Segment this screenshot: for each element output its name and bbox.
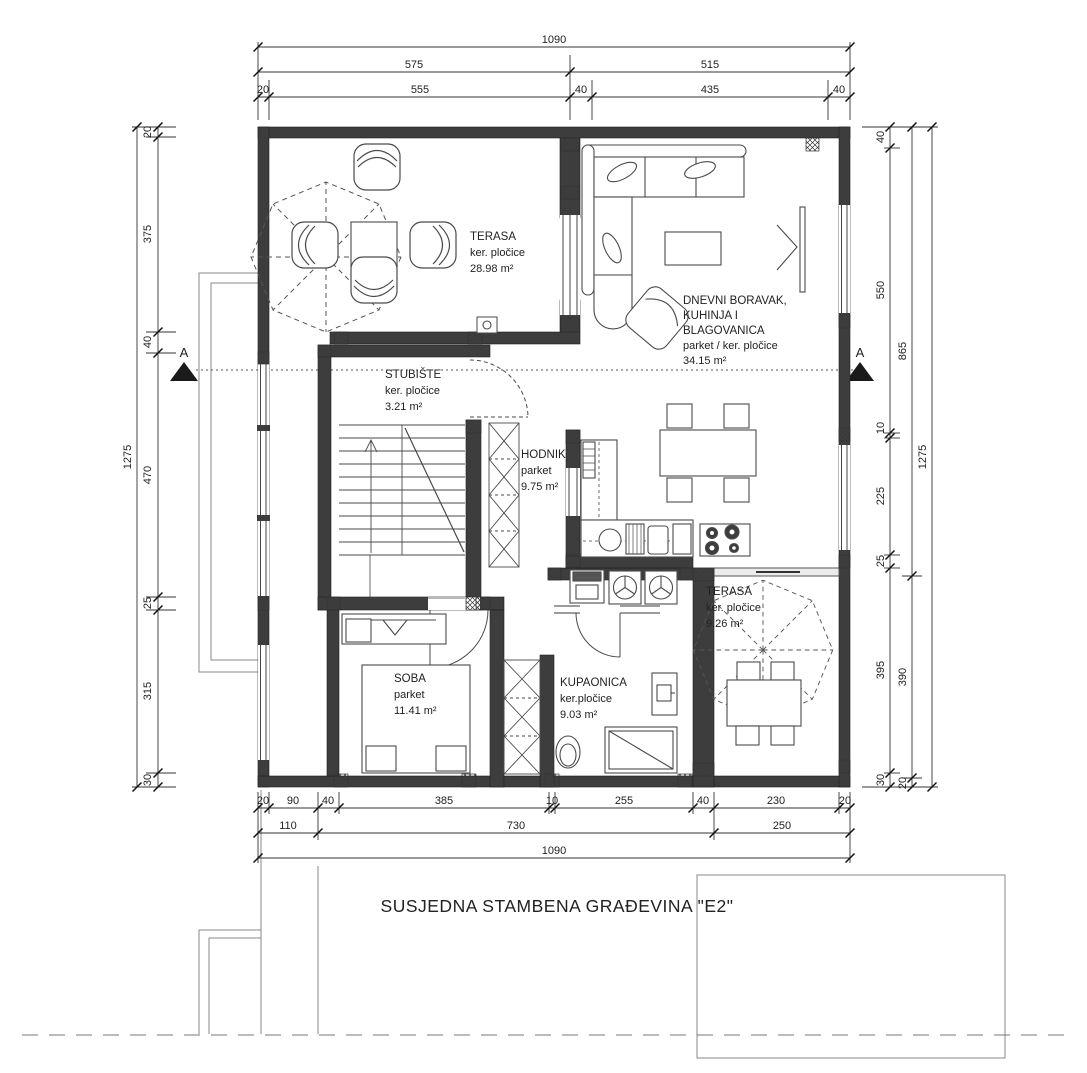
terrace-chair <box>351 257 397 303</box>
dimensions-top-labels <box>257 34 845 96</box>
washing-machine <box>609 571 641 604</box>
svg-text:BLAGOVANICA: BLAGOVANICA <box>683 325 765 337</box>
wall-bath-left <box>540 655 554 787</box>
svg-text:11.41 m²: 11.41 m² <box>394 705 437 717</box>
svg-text:28.98 m²: 28.98 m² <box>470 263 514 275</box>
terrace2-chair <box>736 726 759 745</box>
dim-value: 1090 <box>541 34 567 46</box>
stove-edge <box>673 524 691 554</box>
dim-value: 25 <box>875 554 887 568</box>
bathroom-fixtures <box>556 570 677 773</box>
stove <box>700 524 750 556</box>
dim-value: 375 <box>142 224 154 244</box>
dim-value: 20 <box>838 795 852 807</box>
dim-value: 10 <box>875 421 887 435</box>
terrace-chair <box>292 222 338 268</box>
dim-value: 20 <box>142 125 154 139</box>
dining-chair <box>667 478 692 502</box>
dim-value: 470 <box>142 465 154 485</box>
sofa-back-left <box>582 145 594 295</box>
dim-value: 30 <box>142 773 154 787</box>
svg-text:DNEVNI BORAVAK,: DNEVNI BORAVAK, <box>683 295 787 307</box>
dim-value: 865 <box>897 341 909 361</box>
svg-text:parket / ker. pločice: parket / ker. pločice <box>683 340 778 352</box>
terrace-chair <box>354 144 400 190</box>
dim-value: 30 <box>875 773 887 787</box>
neighbor-outline-left <box>199 273 258 672</box>
svg-text:ker.pločice: ker.pločice <box>560 693 612 705</box>
dim-value: 390 <box>897 667 909 687</box>
dim-value: 40 <box>321 795 335 807</box>
tv-cabinet <box>800 207 805 292</box>
dim-value: 40 <box>832 84 846 96</box>
svg-text:SOBA: SOBA <box>394 673 426 685</box>
dining-chair <box>724 404 749 428</box>
shaft-strip-hodnik <box>489 423 519 567</box>
dim-value: 315 <box>142 681 154 701</box>
dim-value: 515 <box>700 59 720 71</box>
tv-chevron <box>777 225 797 270</box>
pillow <box>366 746 396 771</box>
neighbor-building-label: SUSJEDNA STAMBENA GRAĐEVINA "E2" <box>380 896 734 916</box>
dim-value: 1275 <box>917 444 929 470</box>
dim-value: 575 <box>404 59 424 71</box>
room-label-terasa-gornja <box>470 231 525 275</box>
sofa-seat-left <box>594 197 632 275</box>
wall-soba-right <box>490 610 504 787</box>
svg-text:STUBIŠTE: STUBIŠTE <box>385 369 442 381</box>
dimensions-right-labels <box>875 131 929 789</box>
svg-text:ker. pločice: ker. pločice <box>706 602 762 614</box>
wall-terrace2-left <box>693 568 714 787</box>
svg-text:TERASA: TERASA <box>706 586 753 598</box>
dim-value: 40 <box>574 84 588 96</box>
terrace2-chair <box>771 662 794 680</box>
room-label-stubiste <box>385 368 442 413</box>
svg-text:9.03 m²: 9.03 m² <box>560 709 598 721</box>
dim-value: 10 <box>545 795 559 807</box>
shaft-strip-bath <box>504 660 540 774</box>
wall-top <box>258 127 850 138</box>
dim-value: 250 <box>772 820 792 832</box>
svg-text:HODNIK: HODNIK <box>521 449 566 461</box>
dim-value: 40 <box>696 795 710 807</box>
svg-text:9.75 m²: 9.75 m² <box>521 481 559 493</box>
dim-value: 730 <box>506 820 526 832</box>
kitchen-sink <box>599 529 621 551</box>
dim-value: 1090 <box>541 845 567 857</box>
svg-text:34.15 m²: 34.15 m² <box>683 355 727 367</box>
svg-text:ker. pločice: ker. pločice <box>385 385 441 397</box>
terrace-chair <box>410 222 456 268</box>
neighbor-outline-left-inner <box>211 283 258 660</box>
dim-value: 550 <box>875 280 887 300</box>
dim-value: 20 <box>256 84 270 96</box>
coffee-table <box>665 232 721 265</box>
dim-value: 385 <box>434 795 454 807</box>
door-kupaonica <box>576 613 620 657</box>
dining-chair <box>667 404 692 428</box>
terrace2-chair <box>737 662 760 680</box>
room-label-kupaonica <box>560 677 627 721</box>
dim-value: 555 <box>410 84 430 96</box>
svg-text:9.26 m²: 9.26 m² <box>706 618 744 630</box>
svg-text:parket: parket <box>521 465 552 477</box>
section-label-left: A <box>179 345 189 360</box>
dim-value: 110 <box>279 820 297 832</box>
svg-text:parket: parket <box>394 689 425 701</box>
wall-terrace-bottom <box>330 332 580 344</box>
svg-text:3.21 m²: 3.21 m² <box>385 401 423 413</box>
neighbor-outline-bottom-right <box>697 875 1005 1058</box>
dining-table <box>660 430 756 476</box>
bath-partition <box>554 606 660 613</box>
sofa-back-top <box>582 145 746 157</box>
dim-value: 20 <box>256 795 270 807</box>
wall-stair-right <box>466 420 481 610</box>
dim-value: 40 <box>875 130 887 144</box>
dim-value: 395 <box>875 660 887 680</box>
terrace2-table <box>727 680 801 726</box>
door-stairs <box>470 360 528 418</box>
washing-machine <box>645 571 677 604</box>
neighbor-outline-bottom-left-inner <box>209 938 261 1034</box>
stairs <box>339 425 465 598</box>
washbasin <box>573 572 601 581</box>
dim-value: 90 <box>286 795 300 807</box>
dim-value: 25 <box>142 596 154 610</box>
stair-direction-arrow <box>365 440 377 553</box>
section-label-right: A <box>855 345 865 360</box>
neighbor-outline-bottom-left <box>199 930 261 1034</box>
dimensions-left-labels <box>122 126 154 786</box>
room-label-terasa-donja <box>706 586 761 630</box>
dim-value: 435 <box>700 84 720 96</box>
wall-soba-left <box>327 610 339 776</box>
room-label-hodnik <box>521 449 566 493</box>
pillow <box>436 746 466 771</box>
dimensions-left <box>132 123 176 792</box>
terrace2-chair <box>771 726 794 745</box>
dim-value: 1275 <box>122 444 134 470</box>
svg-text:KUPAONICA: KUPAONICA <box>560 677 627 689</box>
wall-kitchen-bottom <box>566 556 693 568</box>
room-label-dnevni <box>683 295 787 367</box>
dim-value: 20 <box>897 776 909 790</box>
svg-text:KUHINJA I: KUHINJA I <box>683 310 738 322</box>
dim-value: 40 <box>142 335 154 349</box>
section-marker-left <box>170 362 198 381</box>
wall-stair-left <box>318 357 331 610</box>
dim-value: 255 <box>614 795 634 807</box>
dim-value: 230 <box>766 795 786 807</box>
svg-text:ker. pločice: ker. pločice <box>470 247 526 259</box>
dimensions-top <box>254 42 855 120</box>
dim-value: 225 <box>875 486 887 506</box>
svg-text:TERASA: TERASA <box>470 231 517 243</box>
dining-set <box>660 404 756 502</box>
wall-stair-top <box>318 345 490 357</box>
dining-chair <box>724 478 749 502</box>
dimensions-bottom-labels <box>257 795 851 857</box>
nightstand <box>346 619 371 642</box>
terrace-top-furniture <box>251 144 497 333</box>
